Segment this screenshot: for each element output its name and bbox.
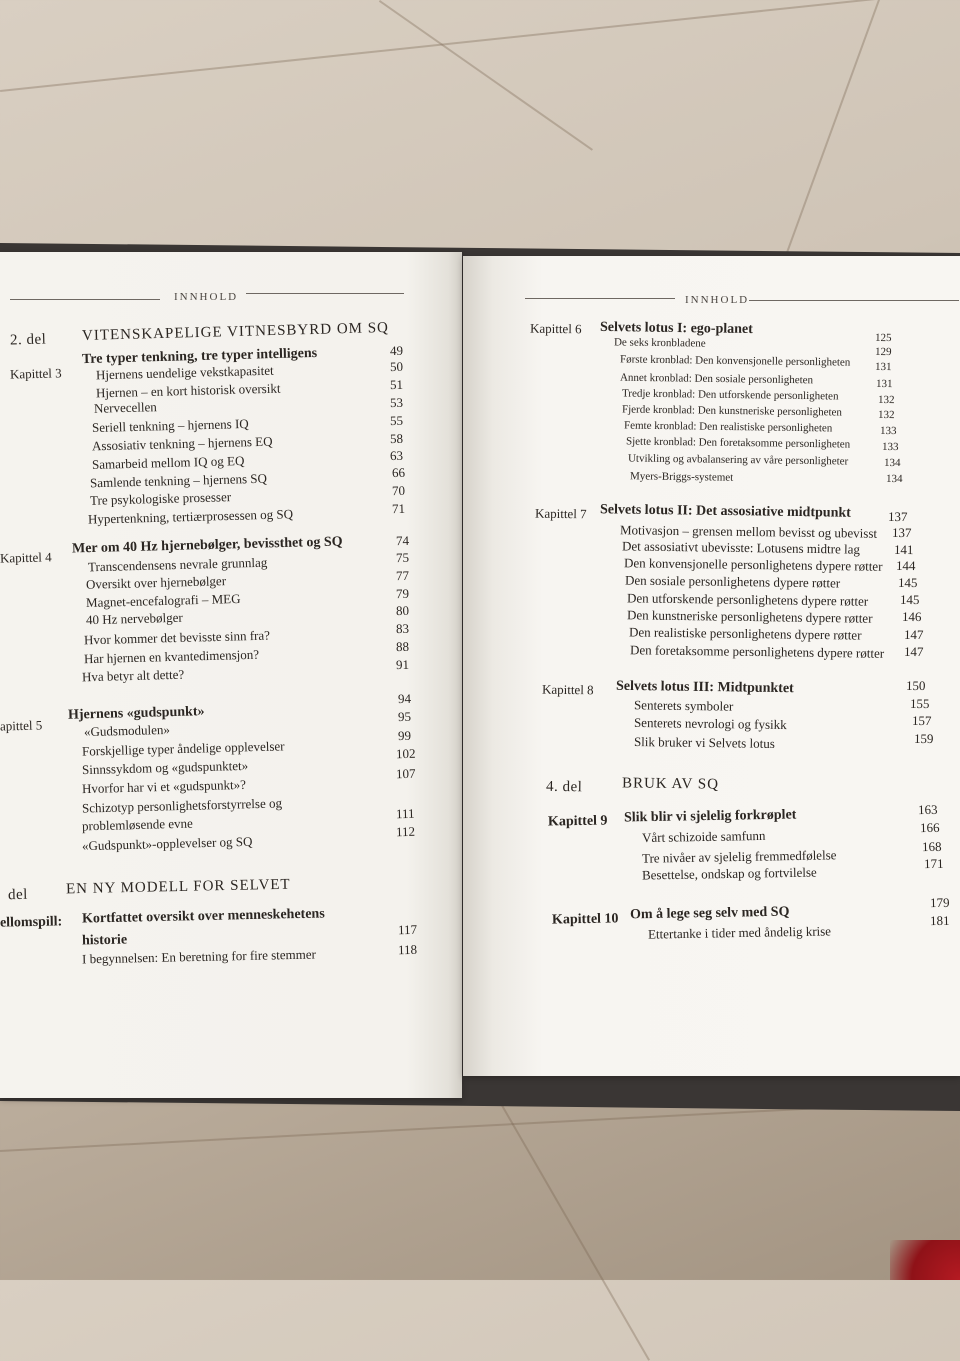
chapter-title: Selvets lotus III: Midtpunktet <box>615 678 794 697</box>
floor-plank-seam <box>379 0 593 151</box>
chapter-title: Slik blir vi sjelelig forkrøplet <box>623 807 797 826</box>
part-title: BRUK AV SQ <box>621 775 720 793</box>
header-rule-right <box>749 300 959 301</box>
section-title: Den sosiale personlighetens dypere røtter <box>624 572 841 591</box>
section-title: Utvikling og avbalansering av våre personligheter <box>627 452 849 468</box>
header-rule-right <box>246 293 404 294</box>
section-title: Besettelse, ondskap og fortvilelse <box>641 864 817 883</box>
page-header: INNHOLD <box>174 291 239 303</box>
section-title: Den konvensjonelle personlighetens dypere røtter <box>623 555 883 574</box>
chapter-label: apittel 5 <box>0 717 43 734</box>
page-number: 80 <box>395 602 410 619</box>
section-title: De seks kronbladene <box>613 336 706 350</box>
page-number: 77 <box>395 567 410 584</box>
page-number: 55 <box>389 412 404 429</box>
chapter-label: Kapittel 4 <box>0 549 52 566</box>
section-title: «Gudspunkt»-opplevelser og SQ <box>81 833 253 854</box>
page-header: INNHOLD <box>685 294 750 306</box>
section-title: Hvor kommer det bevisste sinn fra? <box>83 627 271 648</box>
chapter-label: Kapittel 6 <box>529 320 582 337</box>
part-label: 2. del <box>9 331 47 349</box>
page-number: 145 <box>897 574 918 591</box>
section-title: Vårt schizoide samfunn <box>641 827 766 846</box>
section-title: Sjette kronblad: Den foretaksomme personligheten <box>625 435 851 451</box>
page-number: 155 <box>909 695 930 712</box>
page-number: 166 <box>919 819 940 836</box>
page-number: 74 <box>395 532 410 549</box>
floor-plank-seam <box>776 0 880 282</box>
page-number: 53 <box>389 394 404 411</box>
chapter-label: Kapittel 8 <box>541 681 594 698</box>
page-number: 66 <box>391 464 406 481</box>
page-number: 181 <box>929 912 950 929</box>
chapter-title: historie <box>81 932 128 949</box>
page-number: 63 <box>389 447 404 464</box>
page-number: 133 <box>881 440 899 454</box>
red-fabric-corner <box>890 1240 960 1280</box>
section-title: Sinnssykdom og «gudspunktet» <box>81 757 249 778</box>
chapter-title: Mer om 40 Hz hjernebølger, bevissthet og SQ <box>71 534 343 557</box>
page-number: 147 <box>903 626 924 643</box>
section-title: Har hjernen en kvantedimensjon? <box>83 646 260 667</box>
page-number: 171 <box>923 855 944 872</box>
page-number: 50 <box>389 358 404 375</box>
section-title: Annet kronblad: Den sosiale personligheten <box>619 371 814 387</box>
page-number: 144 <box>895 557 916 574</box>
page-number: 91 <box>395 656 410 673</box>
chapter-label: ellomspill: <box>0 914 63 931</box>
part-label: del <box>7 886 28 904</box>
page-number: 88 <box>395 638 410 655</box>
floor-plank-seam <box>0 0 960 92</box>
chapter-title: Tre typer tenkning, tre typer intelligens <box>81 345 318 368</box>
section-title: 40 Hz nervebølger <box>85 609 183 628</box>
section-title: Det assosiativt ubevisste: Lotusens midtre lag <box>621 538 861 557</box>
part-label: 4. del <box>545 778 583 796</box>
floor-plank-seam <box>498 1100 650 1361</box>
section-title: Motivasjon – grensen mellom bevisst og ubevisst <box>619 522 878 541</box>
page-number: 133 <box>879 424 897 438</box>
section-title: Den realistiske personlighetens dypere røtter <box>628 624 862 643</box>
chapter-label: Kapittel 3 <box>9 365 62 382</box>
chapter-label: Kapittel 10 <box>551 911 619 928</box>
section-title: Den kunstneriske personlighetens dypere røtter <box>626 607 873 626</box>
section-title: Oversikt over hjernebølger <box>85 573 227 592</box>
page-number: 145 <box>899 591 920 608</box>
page-number: 107 <box>395 765 416 782</box>
chapter-title: Om å lege seg selv med SQ <box>629 904 790 923</box>
section-title: Den foretaksomme personlighetens dypere røtter <box>629 642 885 661</box>
chapter-label: Kapittel 9 <box>547 813 608 830</box>
section-title: Femte kronblad: Den realistiske personligheten <box>623 419 833 435</box>
section-title: Seriell tenkning – hjernens IQ <box>91 415 249 436</box>
section-title: Hjernens uendelige vekstkapasitet <box>95 362 274 383</box>
chapter-label: Kapittel 7 <box>534 505 587 522</box>
page-number: 132 <box>877 393 895 407</box>
part-title: VITENSKAPELIGE VITNESBYRD OM SQ <box>81 319 390 345</box>
section-title: Forskjellige typer åndelige opplevelser <box>81 738 285 759</box>
section-title: Tredje kronblad: Den utforskende personligheten <box>621 387 839 403</box>
section-title: «Gudsmodulen» <box>83 721 171 740</box>
section-title: Slik bruker vi Selvets lotus <box>633 734 775 751</box>
chapter-title: Hjernens «gudspunkt» <box>67 704 205 723</box>
section-title: Hypertenkning, tertiærprosessen og SQ <box>87 506 294 527</box>
page-number: 147 <box>903 643 924 660</box>
page-number: 159 <box>913 730 934 747</box>
page-number: 134 <box>883 456 901 470</box>
page-number: 179 <box>929 894 950 911</box>
section-title: Senterets nevrologi og fysikk <box>633 714 787 733</box>
page-number: 168 <box>921 838 942 855</box>
section-title: problemløsende evne <box>81 815 194 834</box>
page-number: 70 <box>391 482 406 499</box>
page-number: 131 <box>875 377 893 391</box>
page-number: 157 <box>911 712 932 729</box>
section-title: Transcendensens nevrale grunnlag <box>87 554 268 575</box>
page-number: 146 <box>901 608 922 625</box>
header-rule-left <box>525 298 675 299</box>
part-title: EN NY MODELL FOR SELVET <box>65 876 291 898</box>
section-title: Tre nivåer av sjelelig fremmedfølelse <box>641 847 837 866</box>
section-title: Ettertanke i tider med åndelig krise <box>647 923 832 942</box>
section-title: Myers-Briggs-systemet <box>629 470 734 484</box>
header-rule-left <box>10 299 160 300</box>
page-number: 102 <box>395 745 416 762</box>
page-number: 51 <box>389 376 404 393</box>
section-title: Schizotyp personlighetsforstyrrelse og <box>81 795 283 816</box>
page-number: 58 <box>389 430 404 447</box>
section-title: Senterets symboler <box>633 697 734 714</box>
page-number: 129 <box>874 345 892 359</box>
page-number: 75 <box>395 549 410 566</box>
page-number: 131 <box>874 360 892 374</box>
page-number: 95 <box>397 708 412 725</box>
page-number: 79 <box>395 585 410 602</box>
page-number: 99 <box>397 727 412 744</box>
page-number: 117 <box>397 921 418 938</box>
section-title: Hjernen – en kort historisk oversikt <box>95 380 281 401</box>
page-number: 94 <box>397 690 412 707</box>
page-number: 137 <box>891 524 912 541</box>
section-title: Samlende tenkning – hjernens SQ <box>89 470 268 491</box>
section-title: Første kronblad: Den konvensjonelle personligheten <box>619 353 851 369</box>
page-number: 134 <box>885 472 903 486</box>
page-number: 112 <box>395 823 416 840</box>
section-title: Den utforskende personlighetens dypere røtter <box>626 590 869 609</box>
section-title: Assosiativ tenkning – hjernens EQ <box>91 433 273 454</box>
page-number: 137 <box>887 508 908 525</box>
page-number: 71 <box>391 500 406 517</box>
page-number: 150 <box>905 677 926 694</box>
page-number: 132 <box>877 408 895 422</box>
page-number: 118 <box>397 941 418 958</box>
page-number: 49 <box>389 342 404 359</box>
section-title: Hvorfor har vi et «gudspunkt»? <box>81 776 247 797</box>
section-title: I begynnelsen: En beretning for fire stemmer <box>81 946 317 967</box>
page-number: 83 <box>395 620 410 637</box>
page-number: 111 <box>395 805 415 822</box>
page-number: 125 <box>874 331 892 345</box>
section-title: Hva betyr alt dette? <box>81 666 185 685</box>
chapter-title: Kortfattet oversikt over menneskehetens <box>81 906 325 927</box>
page-number: 141 <box>893 541 914 558</box>
section-title: Samarbeid mellom IQ og EQ <box>91 453 245 472</box>
section-title: Magnet-encefalografi – MEG <box>85 590 241 611</box>
page-number: 163 <box>917 801 938 818</box>
section-title: Fjerde kronblad: Den kunstneriske personligheten <box>621 403 843 419</box>
chapter-title: Selvets lotus I: ego-planet <box>599 319 753 338</box>
section-title: Tre psykologiske prosesser <box>89 489 232 508</box>
section-title: Nervecellen <box>93 399 157 416</box>
chapter-title: Selvets lotus II: Det assosiative midtpunkt <box>599 502 851 521</box>
